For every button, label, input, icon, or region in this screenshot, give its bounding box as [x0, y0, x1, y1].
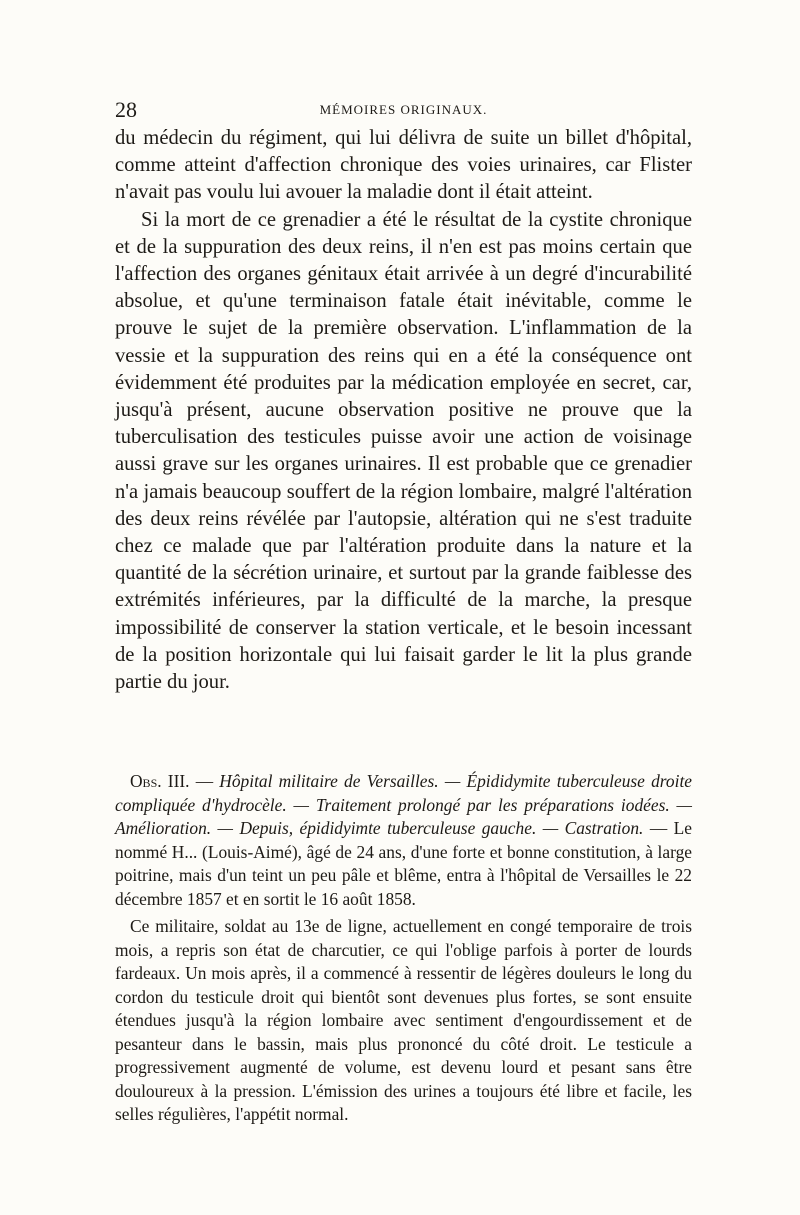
running-title: MÉMOIRES ORIGINAUX. [319, 102, 488, 117]
observation-intro-text: — Le nommé H... (Louis-Aimé), âgé de 24 ans, d'une forte et bonne constitution, à large poitrine, mais d'un teint un peu pâle et blême, entra à l'hôpital de Versailles le 22 décembre 1857 et en sortit le 16 août 1858. [115, 818, 692, 909]
observation-intro [115, 770, 692, 911]
paragraph: du médecin du régiment, qui lui délivra de suite un billet d'hôpital, comme atteint d'affection chronique des voies urinaires, car Flister n'avait pas voulu lui avouer la maladie dont il était atteint. [115, 127, 692, 204]
page-number: 28 [115, 97, 137, 122]
page-header [115, 97, 692, 123]
observation-title: Hôpital militaire de Versailles. — Épididymite tuberculeuse droite compliquée d'hydrocèle. — Traitement prolongé par les préparations iodées. — Amélioration. — Depuis, épididyimte tuberculeuse gauche. — Castration. [115, 771, 692, 838]
dash: — [189, 771, 220, 791]
paragraph: Ce militaire, soldat au 13e de ligne, actuellement en congé temporaire de trois mois, a repris son état de charcutier, ce qui l'oblige parfois à porter de lourds fardeaux. Un mois après, il a commencé à ressentir de légères douleurs le long du cordon du testicule droit qui bientôt sont devenues plus fortes, se sont ensuite étendues jusqu'à la région lombaire avec sentiment d'engourdissement et de pesanteur dans le bassin, mais plus prononcé du côté droit. Le testicule a progressivement augmenté de volume, est devenu lourd et pesant sans être douloureux à la pression. L'émission des urines a toujours été libre et facile, les selles régulières, l'appétit normal. [115, 916, 692, 1124]
observation-label: Obs. III. [130, 771, 190, 791]
paragraph: Si la mort de ce grenadier a été le résultat de la cystite chronique et de la suppuration des deux reins, il n'en est pas moins certain que l'affection des organes génitaux était arrivée à un degré d'incurabilité absolue, et qu'une terminaison fatale était inévitable, comme le prouve le sujet de la première observation. L'inflammation de la vessie et la suppuration des reins qui en a été la conséquence ont évidemment été produites par la médication employée en secret, car, jusqu'à présent, aucune observation positive ne prouve que la tuberculisation des testicules puisse avoir une action de voisinage aussi grave sur les organes urinaires. Il est probable que ce grenadier n'a jamais beaucoup souffert de la région lombaire, malgré l'altération des deux reins révélée par l'autopsie, altération qui ne s'est traduite chez ce malade que par l'altération produite dans la nature et la quantité de la sécrétion urinaire, et surtout par la grande faiblesse des extrémités inférieures, par la difficulté de la marche, la presque impossibilité de conserver la station verticale, et le besoin incessant de la position horizontale qui lui faisait garder le lit la plus grande partie du jour. [115, 208, 692, 694]
main-text [115, 125, 692, 696]
observation-section [115, 770, 692, 1127]
